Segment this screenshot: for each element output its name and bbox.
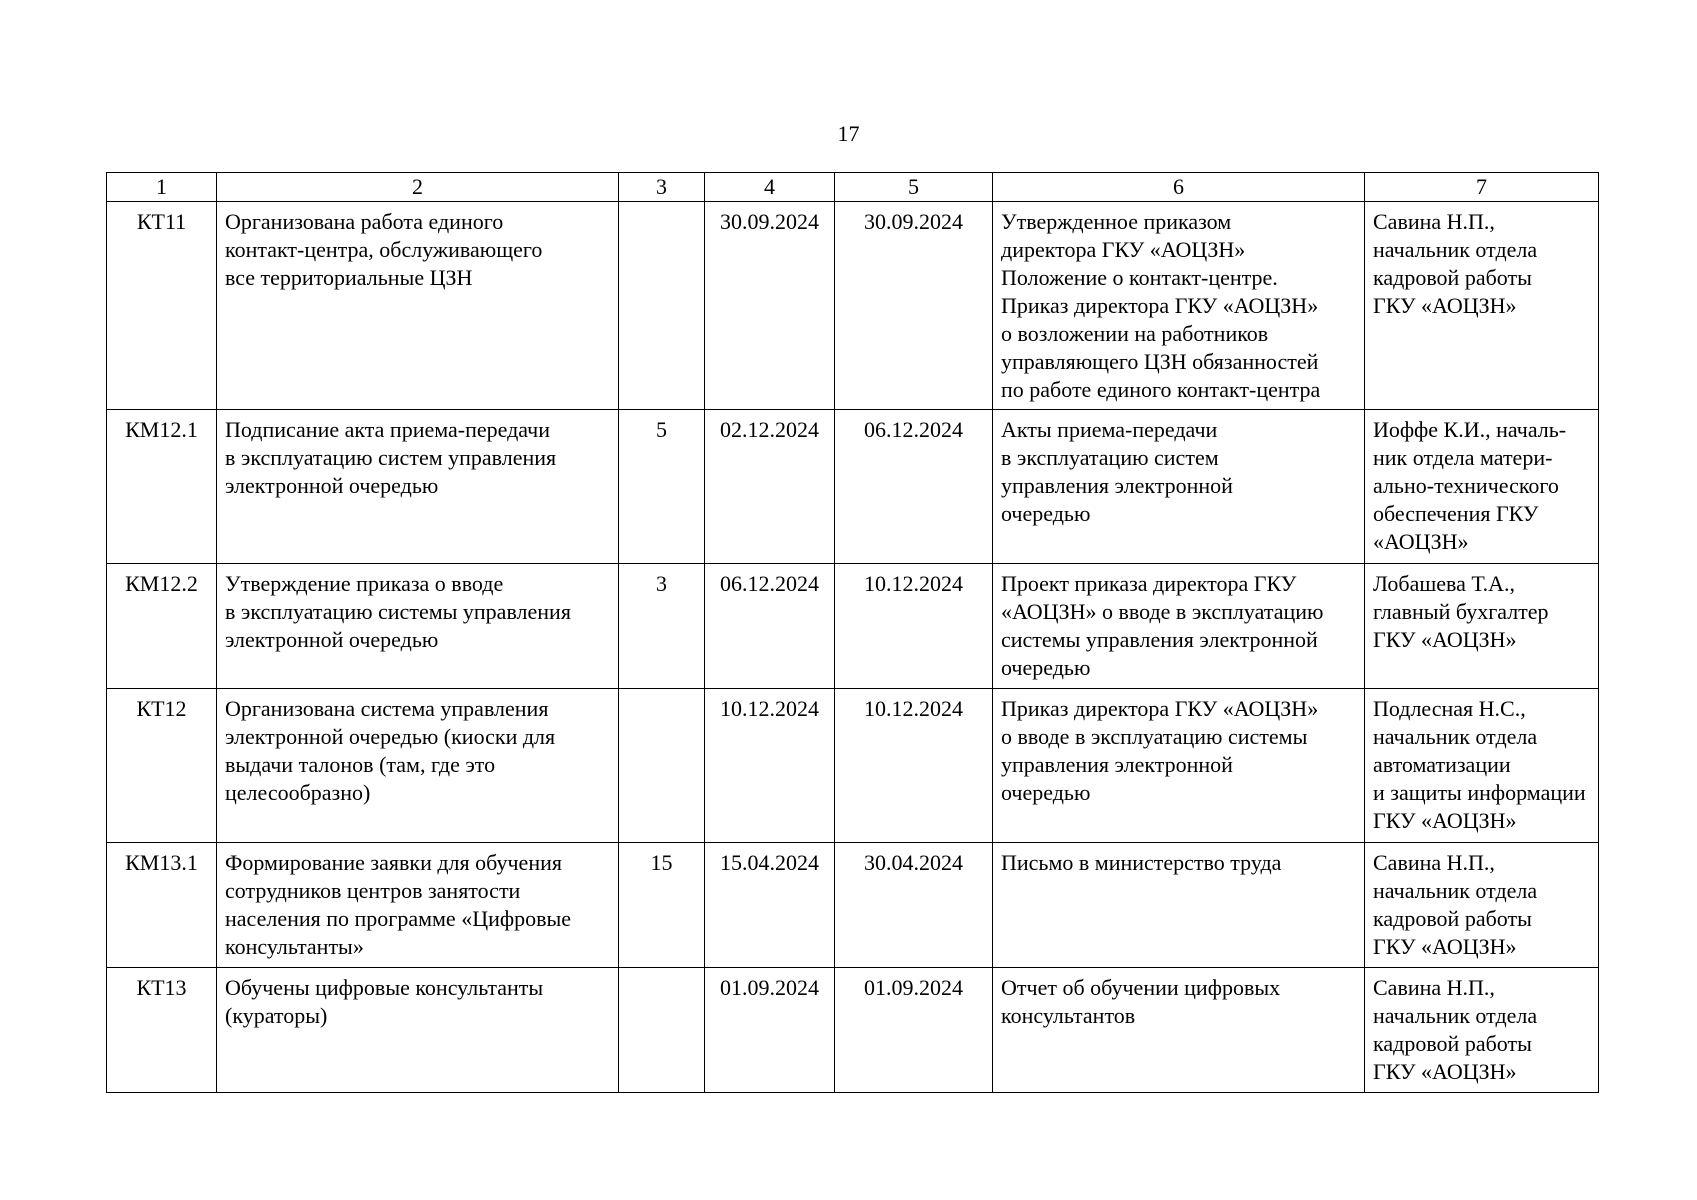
cell-name: Организована работа единого контакт-центра, обслуживающего все территориальные ЦЗН [217,202,619,410]
header-row [107,173,1599,202]
column-header-1: 1 [107,173,217,202]
cell-end-date: 30.09.2024 [835,202,993,410]
table-row [107,968,1599,1093]
cell-start-date: 10.12.2024 [705,689,835,843]
cell-end-date: 01.09.2024 [835,968,993,1093]
cell-start-date: 30.09.2024 [705,202,835,410]
cell-responsible: Савина Н.П., начальник отдела кадровой работы ГКУ «АОЦЗН» [1365,968,1599,1093]
cell-code: КМ12.2 [107,564,217,689]
cell-start-date: 06.12.2024 [705,564,835,689]
cell-duration [619,202,705,410]
cell-document: Отчет об обучении цифровых консультантов [993,968,1365,1093]
cell-name: Организована система управления электронной очередью (киоски для выдачи талонов (там, где это целесообразно) [217,689,619,843]
table-row [107,843,1599,968]
cell-end-date: 10.12.2024 [835,564,993,689]
cell-responsible: Иоффе К.И., началь- ник отдела матери- ально-технического обеспечения ГКУ «АОЦЗН» [1365,410,1599,564]
column-header-3: 3 [619,173,705,202]
cell-code: КТ12 [107,689,217,843]
cell-end-date: 30.04.2024 [835,843,993,968]
column-header-5: 5 [835,173,993,202]
table-body [107,202,1599,1093]
cell-duration [619,968,705,1093]
cell-document: Письмо в министерство труда [993,843,1365,968]
cell-duration: 3 [619,564,705,689]
page-number: 17 [837,121,860,146]
cell-name: Утверждение приказа о вводе в эксплуатацию системы управления электронной очередью [217,564,619,689]
table-row [107,564,1599,689]
cell-responsible: Лобашева Т.А., главный бухгалтер ГКУ «АОЦЗН» [1365,564,1599,689]
cell-responsible: Савина Н.П., начальник отдела кадровой работы ГКУ «АОЦЗН» [1365,843,1599,968]
cell-duration [619,689,705,843]
cell-document: Проект приказа директора ГКУ «АОЦЗН» о вводе в эксплуатацию системы управления электронной очередью [993,564,1365,689]
cell-start-date: 15.04.2024 [705,843,835,968]
cell-duration: 5 [619,410,705,564]
cell-document: Акты приема-передачи в эксплуатацию систем управления электронной очередью [993,410,1365,564]
cell-end-date: 10.12.2024 [835,689,993,843]
cell-responsible: Савина Н.П., начальник отдела кадровой работы ГКУ «АОЦЗН» [1365,202,1599,410]
cell-code: КТ11 [107,202,217,410]
table-row [107,410,1599,564]
cell-end-date: 06.12.2024 [835,410,993,564]
cell-start-date: 02.12.2024 [705,410,835,564]
column-header-2: 2 [217,173,619,202]
cell-start-date: 01.09.2024 [705,968,835,1093]
column-header-6: 6 [993,173,1365,202]
cell-name: Формирование заявки для обучения сотрудников центров занятости населения по программе «Цифровые консультанты» [217,843,619,968]
cell-code: КТ13 [107,968,217,1093]
table-header [107,173,1599,202]
table-row [107,689,1599,843]
cell-document: Утвержденное приказом директора ГКУ «АОЦЗН» Положение о контакт-центре. Приказ директора ГКУ «АОЦЗН» о возложении на работников управляющего ЦЗН обязанностей по работе единого контакт-центра [993,202,1365,410]
cell-document: Приказ директора ГКУ «АОЦЗН» о вводе в эксплуатацию системы управления электронной очередью [993,689,1365,843]
cell-name: Подписание акта приема-передачи в эксплуатацию систем управления электронной очередью [217,410,619,564]
cell-code: КМ12.1 [107,410,217,564]
column-header-4: 4 [705,173,835,202]
table-row [107,202,1599,410]
cell-code: КМ13.1 [107,843,217,968]
cell-name: Обучены цифровые консультанты (кураторы) [217,968,619,1093]
plan-table [106,172,1599,1093]
cell-responsible: Подлесная Н.С., начальник отдела автоматизации и защиты информации ГКУ «АОЦЗН» [1365,689,1599,843]
cell-duration: 15 [619,843,705,968]
column-header-7: 7 [1365,173,1599,202]
